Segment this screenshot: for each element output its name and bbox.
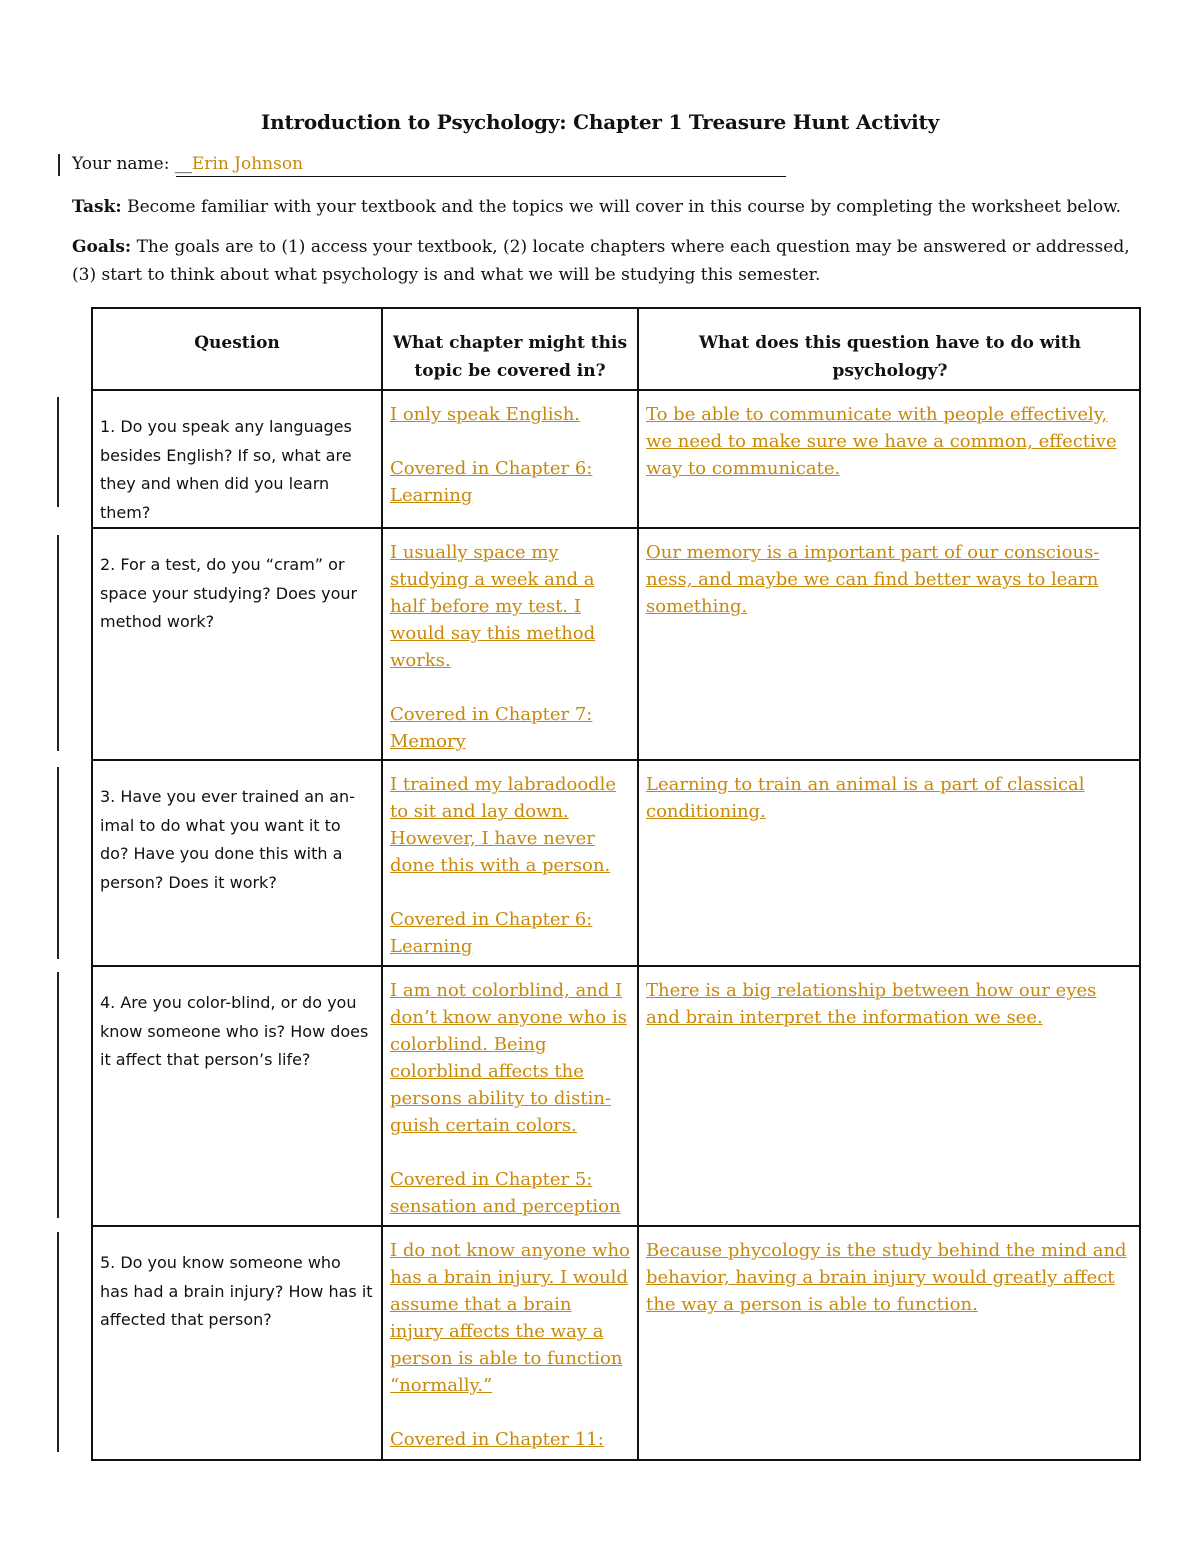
table-header-row (92, 308, 1140, 390)
document-title: Introduction to Psychology: Chapter 1 Treasure Hunt Activity (260, 110, 939, 134)
name-underline (176, 176, 786, 177)
question-cell: 2. For a test, do you “cram” or space your studying? Does your method work? (92, 528, 382, 760)
chapter-answer-cell (382, 760, 638, 966)
task-paragraph (72, 193, 1132, 221)
task-text: Become familiar with your textbook and the topics we will cover in this course by completing the worksheet below. (121, 197, 1122, 217)
chapter-answer-cell (382, 1226, 638, 1460)
table-row (92, 966, 1140, 1226)
header-relation: What does this question have to do with psychology? (638, 308, 1140, 390)
name-value: Erin Johnson (191, 154, 304, 174)
answer-text: I only speak English. (390, 404, 581, 425)
goals-paragraph (72, 233, 1132, 289)
header-question: Question (92, 308, 382, 390)
relation-cell: There is a big relationship between how our eyes and brain interpret the information we see. (638, 966, 1140, 1226)
task-label: Task: (72, 197, 122, 217)
question-cell: 5. Do you know someone who has had a brain injury? How has it affected that person? (92, 1226, 382, 1460)
relation-cell: To be able to communicate with people effectively, we need to make sure we have a common, effective way to communicate. (638, 390, 1140, 528)
table-row (92, 528, 1140, 760)
revision-bar-row-1 (57, 397, 59, 507)
answer-text: I am not colorblind, and I don’t know anyone who is colorblind. Being colorblind affects the persons ability to distin-guish certain colors. (390, 980, 627, 1136)
chapter-text: Covered in Chapter 6: Learning (390, 909, 593, 957)
answer-text: I trained my labradoodle to sit and lay down. However, I have never done this with a person. (390, 774, 617, 876)
revision-bar-row-4 (57, 972, 59, 1218)
relation-cell: Learning to train an animal is a part of classical conditioning. (638, 760, 1140, 966)
name-line (72, 154, 303, 174)
answer-text: I usually space my studying a week and a half before my test. I would say this method works. (390, 542, 596, 671)
chapter-text: Covered in Chapter 5: sensation and perception (390, 1169, 621, 1217)
header-chapter: What chapter might this topic be covered in? (382, 308, 638, 390)
relation-cell: Because phycology is the study behind the mind and behavior, having a brain injury would greatly affect the way a person is able to function. (638, 1226, 1140, 1460)
revision-bar-name (58, 154, 60, 176)
chapter-answer-cell (382, 528, 638, 760)
revision-bar-row-5 (57, 1232, 59, 1452)
goals-label: Goals: (72, 237, 132, 257)
table-row (92, 1226, 1140, 1460)
chapter-text: Covered in Chapter 6: Learning (390, 458, 593, 506)
answer-text: I do not know anyone who has a brain injury. I would assume that a brain injury affects the way a person is able to function “normally.” (390, 1240, 630, 1396)
table-row (92, 390, 1140, 528)
goals-text: The goals are to (1) access your textbook, (2) locate chapters where each question may be answered or addressed, (3) start to think about what psychology is and what we will be studying this semester. (72, 237, 1130, 285)
table-row (92, 760, 1140, 966)
question-cell: 4. Are you color-blind, or do you know someone who is? How does it affect that person’s life? (92, 966, 382, 1226)
chapter-text: Covered in Chapter 11: (390, 1429, 604, 1450)
chapter-answer-cell (382, 966, 638, 1226)
revision-bar-row-3 (57, 767, 59, 959)
chapter-text: Covered in Chapter 7: Memory (390, 704, 593, 752)
chapter-answer-cell (382, 390, 638, 528)
relation-cell: Our memory is a important part of our conscious-ness, and maybe we can find better ways to learn something. (638, 528, 1140, 760)
name-label: Your name: __ (72, 154, 192, 174)
question-cell: 3. Have you ever trained an an-imal to do what you want it to do? Have you done this with a person? Does it work? (92, 760, 382, 966)
worksheet-table (91, 307, 1141, 1461)
revision-bar-row-2 (57, 535, 59, 751)
question-cell: 1. Do you speak any languages besides English? If so, what are they and when did you learn them? (92, 390, 382, 528)
